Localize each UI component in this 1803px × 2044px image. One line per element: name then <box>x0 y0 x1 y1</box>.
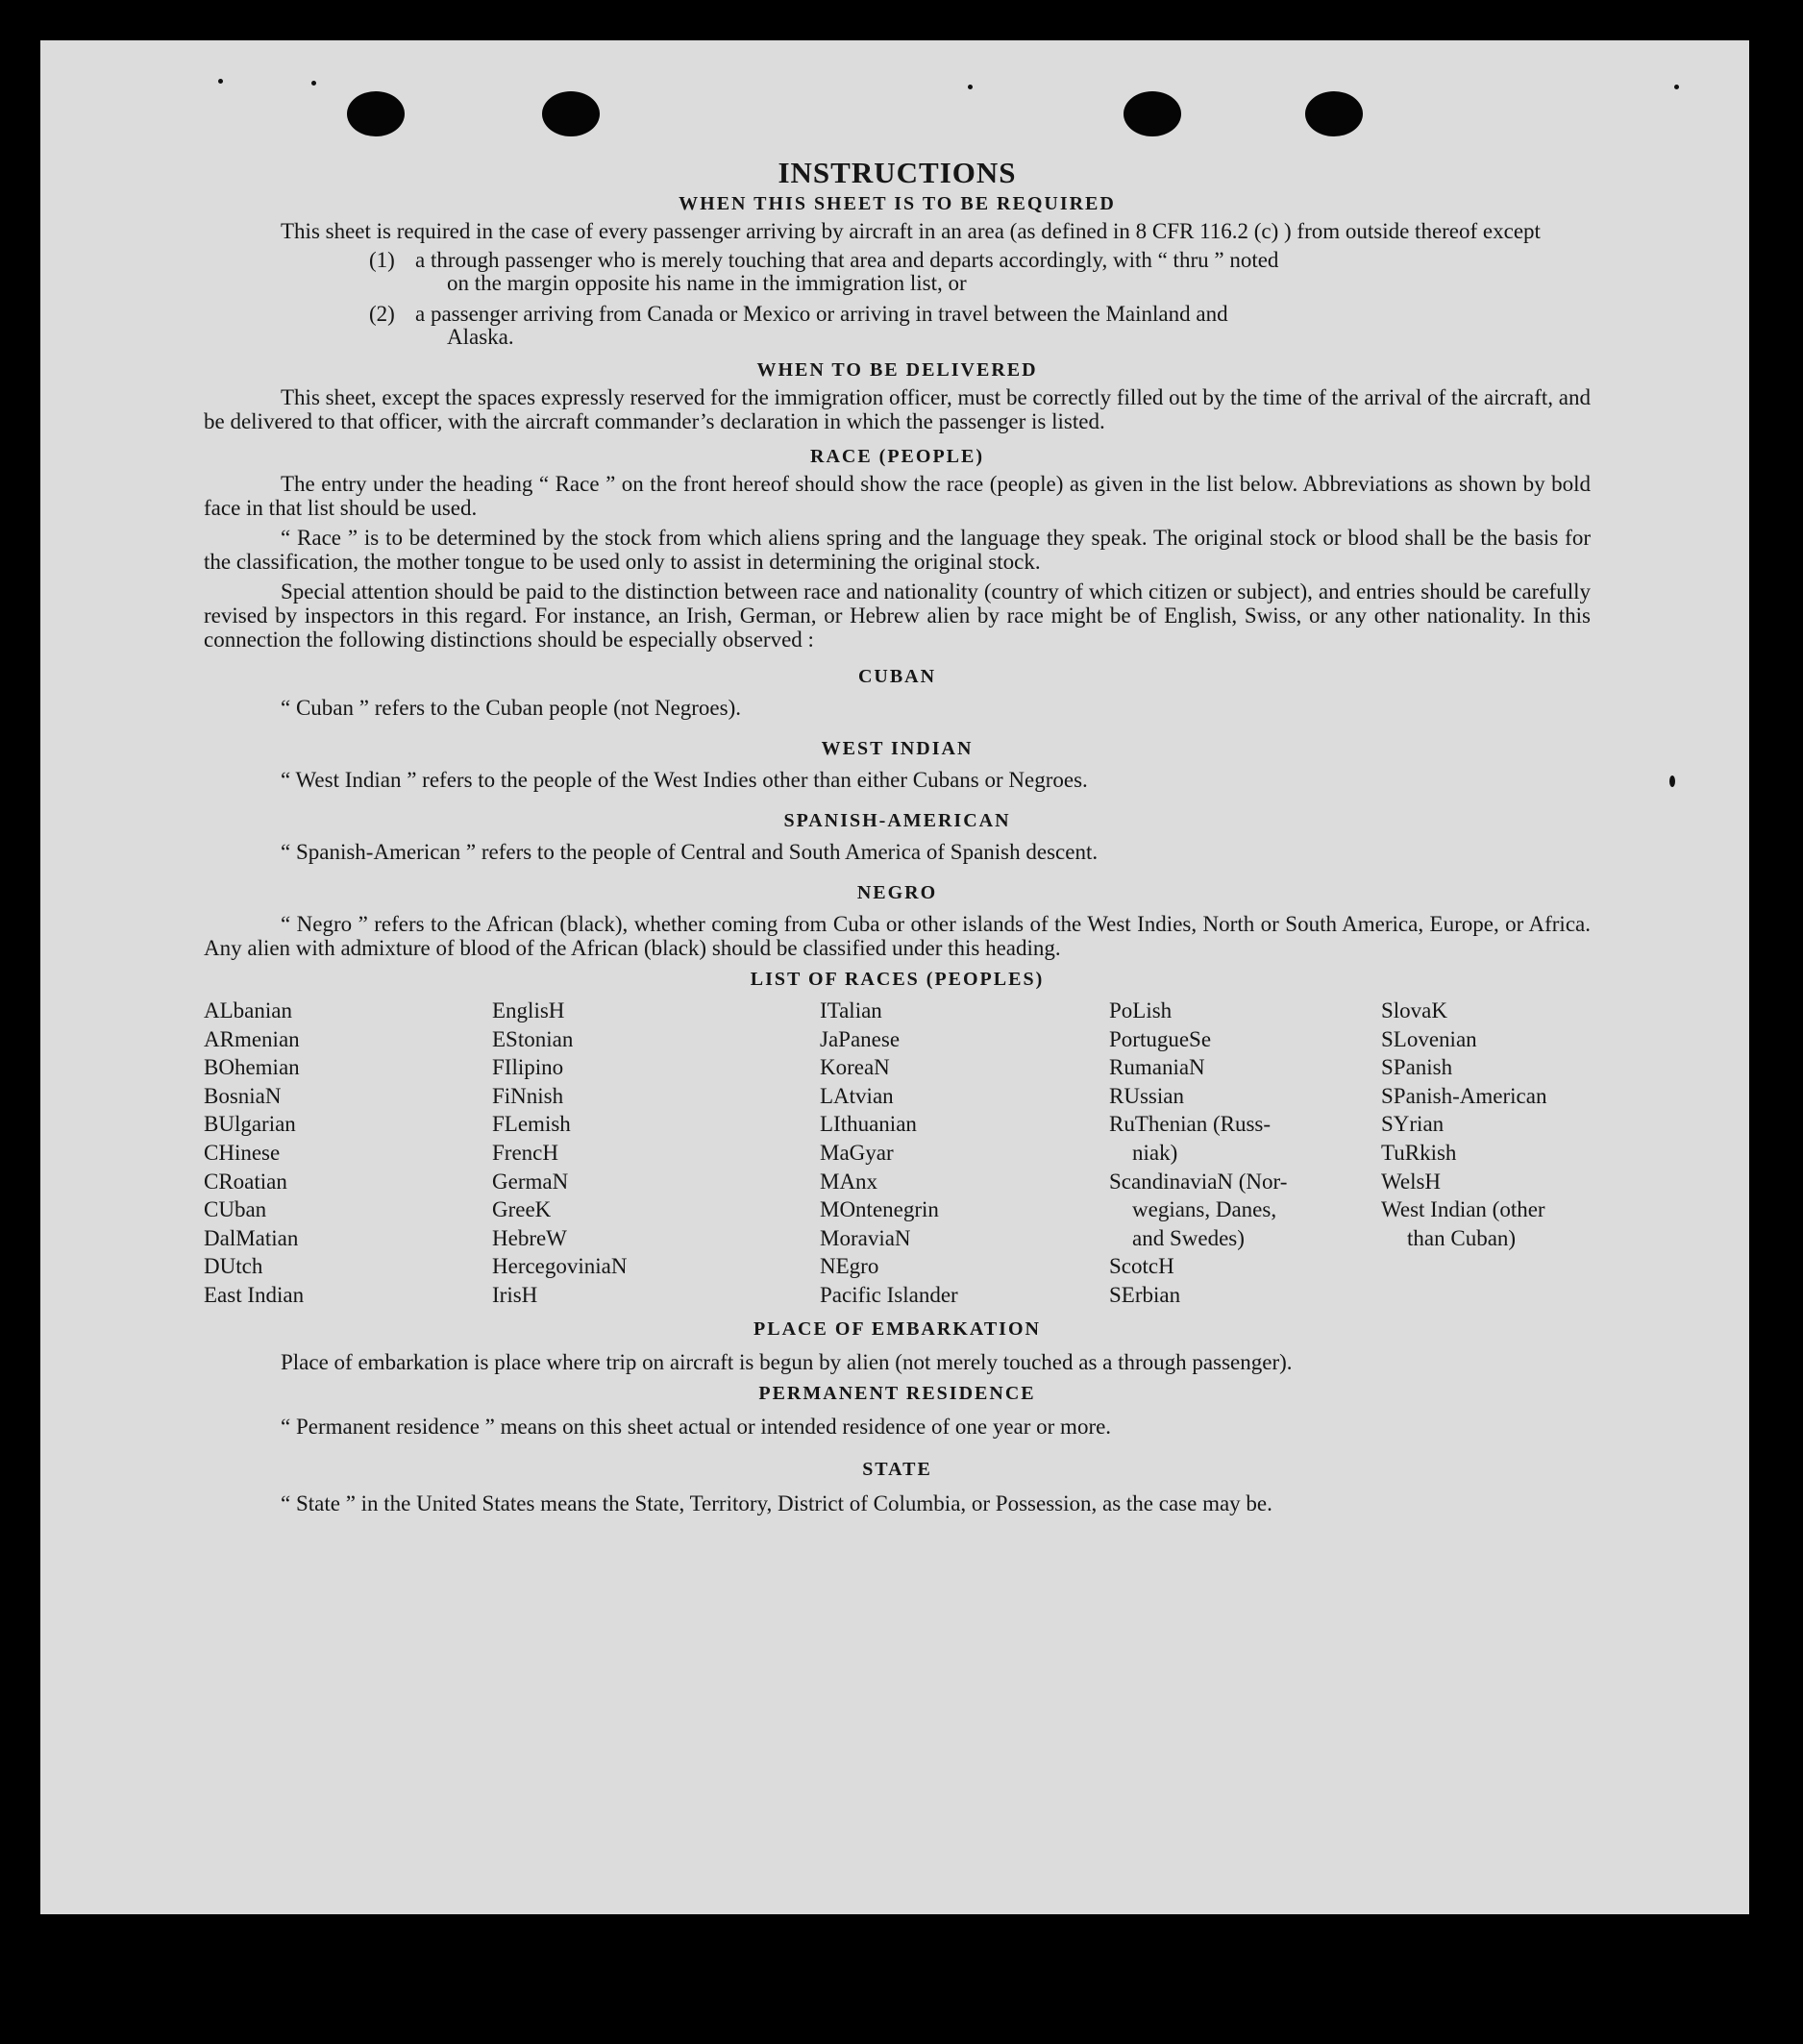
race-entry: Pacific Islander <box>820 1282 958 1307</box>
race-entry: EStonian <box>492 1026 574 1051</box>
paragraph: Place of embarkation is place where trip on aircraft is begun by alien (not merely touched as a through passenger). <box>281 1349 1293 1374</box>
paragraph: This sheet, except the spaces expressly reserved for the immigration officer, must be correctly filled out by the time of the arrival of the aircraft, and be delivered to that officer, with the aircraft commander’s declaration in which the passenger is listed. <box>204 385 1591 433</box>
section-heading: WEST INDIAN <box>821 738 974 759</box>
item-text: a through passenger who is merely touching that area and departs accordingly, with “ thru ” noted <box>415 248 1279 272</box>
paragraph: The entry under the heading “ Race ” on the front hereof should show the race (people) as given in the list below. Abbreviations as shown by bold face in that list should be used. <box>204 472 1591 520</box>
race-entry: ALbanian <box>204 998 292 1022</box>
paragraph: “ State ” in the United States means the State, Territory, District of Columbia, or Possession, as the case may be. <box>281 1490 1272 1515</box>
race-entry: SYrian <box>1381 1112 1445 1137</box>
race-entry: ITalian <box>820 998 882 1022</box>
race-entry: ScotcH <box>1109 1254 1174 1279</box>
race-entry: BosniaN <box>204 1083 282 1108</box>
race-entry: GermaN <box>492 1169 569 1194</box>
race-entry: RuThenian (Russ- <box>1109 1112 1272 1137</box>
paragraph: Special attention should be paid to the distinction between race and nationality (country of which citizen or subject), and entries should be carefully revised by inspectors in this regard. For instance, an Irish, German, or Hebrew alien by race might be of English, Swiss, or any other nationality. In this connection the following distinctions should be especially observed : <box>204 579 1591 652</box>
race-entry: LAtvian <box>820 1083 894 1108</box>
race-entry: PortugueSe <box>1109 1026 1212 1051</box>
race-column <box>820 997 1109 1310</box>
section-heading: WHEN TO BE DELIVERED <box>756 359 1038 381</box>
race-column <box>1381 997 1591 1310</box>
item-text-continued: Alaska. <box>447 325 514 349</box>
punch-hole <box>1305 91 1363 136</box>
race-entry: HebreW <box>492 1225 567 1250</box>
speck <box>218 79 223 84</box>
race-entry: EnglisH <box>492 998 565 1022</box>
race-column <box>204 997 492 1310</box>
race-entry: ARmenian <box>204 1026 300 1051</box>
race-entry: SPanish <box>1381 1055 1453 1080</box>
race-entry: wegians, Danes, <box>1132 1197 1277 1222</box>
speck <box>1669 776 1675 787</box>
race-entry: BOhemian <box>204 1055 300 1080</box>
section-heading: STATE <box>862 1458 932 1480</box>
race-entry: MoraviaN <box>820 1225 911 1250</box>
list-item <box>369 303 1591 349</box>
section-heading: CUBAN <box>857 666 937 687</box>
document-page <box>40 40 1749 1914</box>
paragraph: “ Permanent residence ” means on this sheet actual or intended residence of one year or more. <box>281 1414 1112 1439</box>
race-entry: FrencH <box>492 1140 558 1165</box>
race-entry: DUtch <box>204 1254 263 1279</box>
race-entry: than Cuban) <box>1407 1225 1517 1250</box>
race-entry: NEgro <box>820 1254 879 1279</box>
paragraph: “ Cuban ” refers to the Cuban people (not Negroes). <box>281 696 742 720</box>
speck <box>311 81 316 86</box>
race-entry: niak) <box>1132 1140 1178 1165</box>
section-heading: PLACE OF EMBARKATION <box>753 1318 1041 1340</box>
race-entry: PoLish <box>1109 998 1173 1022</box>
race-entry: RumaniaN <box>1109 1055 1205 1080</box>
item-number: (2) <box>369 302 395 326</box>
race-column <box>1109 997 1381 1310</box>
speck <box>1674 85 1679 89</box>
instructions-content <box>204 158 1591 1518</box>
item-number: (1) <box>369 248 395 272</box>
race-entry: MaGyar <box>820 1140 894 1165</box>
section-heading: PERMANENT RESIDENCE <box>758 1382 1036 1404</box>
section-heading: SPANISH-AMERICAN <box>783 810 1011 831</box>
document-title: INSTRUCTIONS <box>778 156 1017 189</box>
section-heading: RACE (PEOPLE) <box>810 446 984 467</box>
race-entry: SLovenian <box>1381 1026 1477 1051</box>
race-entry: TuRkish <box>1381 1140 1457 1165</box>
section-heading: NEGRO <box>856 882 938 903</box>
race-entry: SlovaK <box>1381 998 1447 1022</box>
race-entry: MAnx <box>820 1169 878 1194</box>
race-entry: FIlipino <box>492 1055 564 1080</box>
race-entry: FLemish <box>492 1112 571 1137</box>
race-entry: DalMatian <box>204 1225 299 1250</box>
race-list <box>204 997 1591 1310</box>
race-entry: MOntenegrin <box>820 1197 939 1222</box>
race-entry: HercegoviniaN <box>492 1254 628 1279</box>
race-entry: IrisH <box>492 1282 538 1307</box>
paragraph: “ Spanish-American ” refers to the people of Central and South America of Spanish descent. <box>281 840 1099 864</box>
item-text: a passenger arriving from Canada or Mexico or arriving in travel between the Mainland and <box>415 302 1228 326</box>
list-item <box>369 249 1591 295</box>
race-entry: LIthuanian <box>820 1112 917 1137</box>
race-entry: CRoatian <box>204 1169 287 1194</box>
punch-hole <box>347 91 405 136</box>
race-entry: CUban <box>204 1197 267 1222</box>
paragraph: “ West Indian ” refers to the people of the West Indies other than either Cubans or Negroes. <box>281 768 1088 792</box>
punch-hole <box>1124 91 1181 136</box>
race-entry: KoreaN <box>820 1055 890 1080</box>
section-heading: WHEN THIS SHEET IS TO BE REQUIRED <box>679 193 1116 214</box>
race-entry: CHinese <box>204 1140 281 1165</box>
race-column <box>492 997 820 1310</box>
race-entry: GreeK <box>492 1197 552 1222</box>
race-entry: West Indian (other <box>1381 1197 1545 1222</box>
paragraph: “ Negro ” refers to the African (black), whether coming from Cuba or other islands of the West Indies, North or South America, Europe, or Africa. Any alien with admixture of blood of the African (black) should be classified under this heading. <box>204 912 1591 960</box>
paragraph: “ Race ” is to be determined by the stock from which aliens spring and the language they speak. The original stock or blood shall be the basis for the classification, the mother tongue to be used only to assist in determining the original stock. <box>204 526 1591 574</box>
race-entry: East Indian <box>204 1282 305 1307</box>
race-entry: SPanish-American <box>1381 1083 1547 1108</box>
item-text-continued: on the margin opposite his name in the immigration list, or <box>447 271 967 295</box>
section-heading: LIST OF RACES (PEOPLES) <box>750 969 1045 990</box>
race-entry: FiNnish <box>492 1083 564 1108</box>
race-entry: BUlgarian <box>204 1112 296 1137</box>
race-entry: SErbian <box>1109 1282 1181 1307</box>
race-entry: JaPanese <box>820 1026 901 1051</box>
punch-hole <box>542 91 600 136</box>
race-entry: and Swedes) <box>1132 1225 1245 1250</box>
paragraph: This sheet is required in the case of every passenger arriving by aircraft in an area (as defined in 8 CFR 116.2 (c) ) from outside thereof except <box>281 219 1541 243</box>
race-entry: ScandinaviaN (Nor- <box>1109 1169 1288 1194</box>
race-entry: RUssian <box>1109 1083 1184 1108</box>
race-entry: WelsH <box>1381 1169 1442 1194</box>
speck <box>968 85 973 89</box>
